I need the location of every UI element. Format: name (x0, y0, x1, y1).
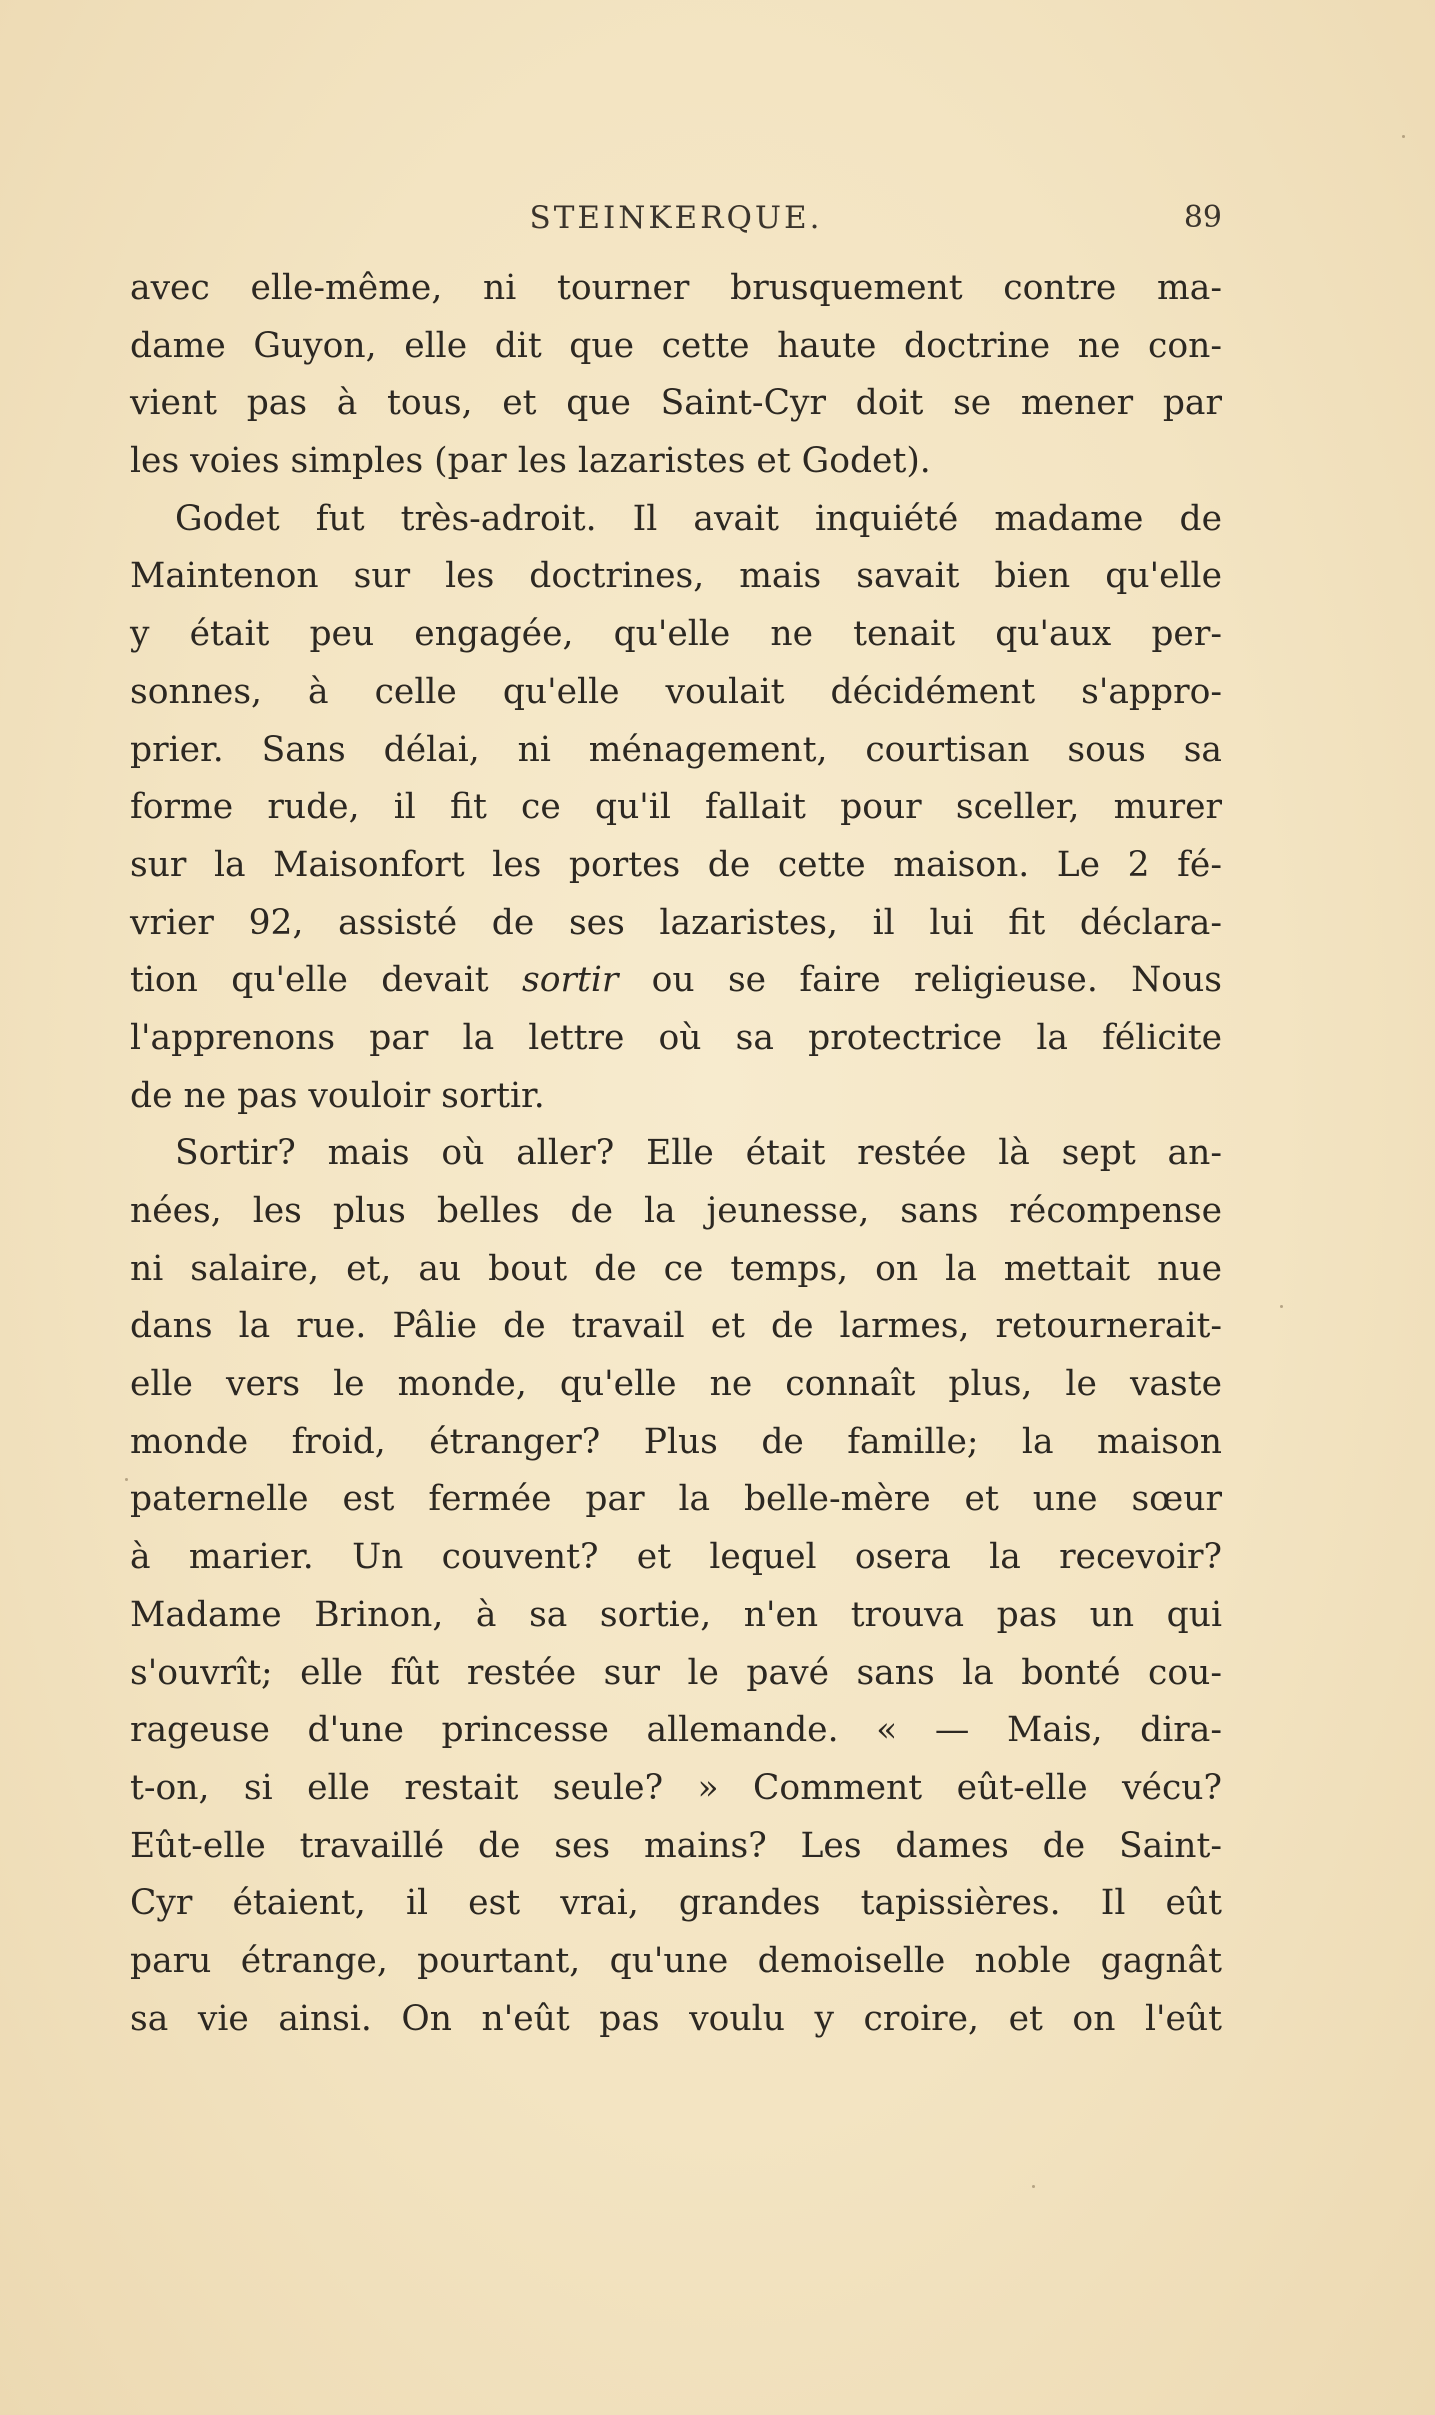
text-line: elle vers le monde, qu'elle ne connaît plus, le vaste (130, 1364, 1222, 1405)
text-line: Cyr étaient, il est vrai, grandes tapissières. Il eût (130, 1883, 1222, 1924)
text-line: tion qu'elle devait sortir ou se faire religieuse. Nous (130, 960, 1223, 1001)
text-line: vient pas à tous, et que Saint-Cyr doit se mener par (130, 383, 1222, 424)
text-line: paru étrange, pourtant, qu'une demoiselle noble gagnât (130, 1940, 1222, 1981)
text-line: dans la rue. Pâlie de travail et de larmes, retournerait- (130, 1306, 1222, 1347)
text-line: Eût-elle travaillé de ses mains? Les dames de Saint- (130, 1825, 1222, 1866)
text-line: Maintenon sur les doctrines, mais savait bien qu'elle (130, 556, 1222, 597)
body-text (130, 260, 1222, 2048)
text-line: l'apprenons par la lettre où sa protectrice la félicite (130, 1017, 1222, 1058)
running-title: STEINKERQUE. (529, 200, 823, 236)
text-line: à marier. Un couvent? et lequel osera la recevoir? (130, 1537, 1222, 1578)
text-line: prier. Sans délai, ni ménagement, courtisan sous sa (130, 729, 1222, 770)
text-line: y était peu engagée, qu'elle ne tenait qu'aux per- (130, 614, 1222, 655)
text-line: rageuse d'une princesse allemande. « — Mais, dira- (130, 1710, 1222, 1751)
text-line: sur la Maisonfort les portes de cette maison. Le 2 fé- (130, 844, 1222, 885)
text-line: forme rude, il fit ce qu'il fallait pour sceller, murer (130, 787, 1222, 828)
paragraph-start-line: Godet fut très-adroit. Il avait inquiété madame de (175, 498, 1222, 539)
italic-word: sortir (521, 960, 619, 1001)
paragraph-start-line: Sortir? mais où aller? Elle était restée là sept an- (175, 1133, 1222, 1174)
text-line: sonnes, à celle qu'elle voulait décidément s'appro- (130, 671, 1222, 712)
text-line: Madame Brinon, à sa sortie, n'en trouva pas un qui (130, 1594, 1222, 1635)
paper-speck (1402, 135, 1405, 138)
paper-speck (125, 1478, 128, 1481)
text-line: les voies simples (par les lazaristes et Godet). (130, 441, 931, 482)
text-line: vrier 92, assisté de ses lazaristes, il lui fit déclara- (130, 902, 1222, 943)
text-line: ni salaire, et, au bout de ce temps, on la mettait nue (130, 1248, 1222, 1289)
text-line: sa vie ainsi. On n'eût pas voulu y croire, et on l'eût (130, 1998, 1222, 2039)
paper-speck (1280, 1305, 1283, 1308)
text-line: monde froid, étranger? Plus de famille; la maison (130, 1421, 1222, 1462)
text-line: nées, les plus belles de la jeunesse, sans récompense (130, 1191, 1222, 1231)
text-line: t-on, si elle restait seule? » Comment eût-elle vécu? (130, 1767, 1222, 1808)
text-line: avec elle-même, ni tourner brusquement contre ma- (130, 268, 1222, 308)
text-line: paternelle est fermée par la belle-mère et une sœur (130, 1479, 1222, 1520)
page-header (130, 196, 1222, 240)
page-number: 89 (1183, 200, 1222, 235)
text-line: s'ouvrît; elle fût restée sur le pavé sans la bonté cou- (130, 1652, 1222, 1693)
text-line: dame Guyon, elle dit que cette haute doctrine ne con- (130, 325, 1222, 366)
text-line: de ne pas vouloir sortir. (130, 1075, 545, 1116)
paper-speck (1032, 2185, 1035, 2188)
